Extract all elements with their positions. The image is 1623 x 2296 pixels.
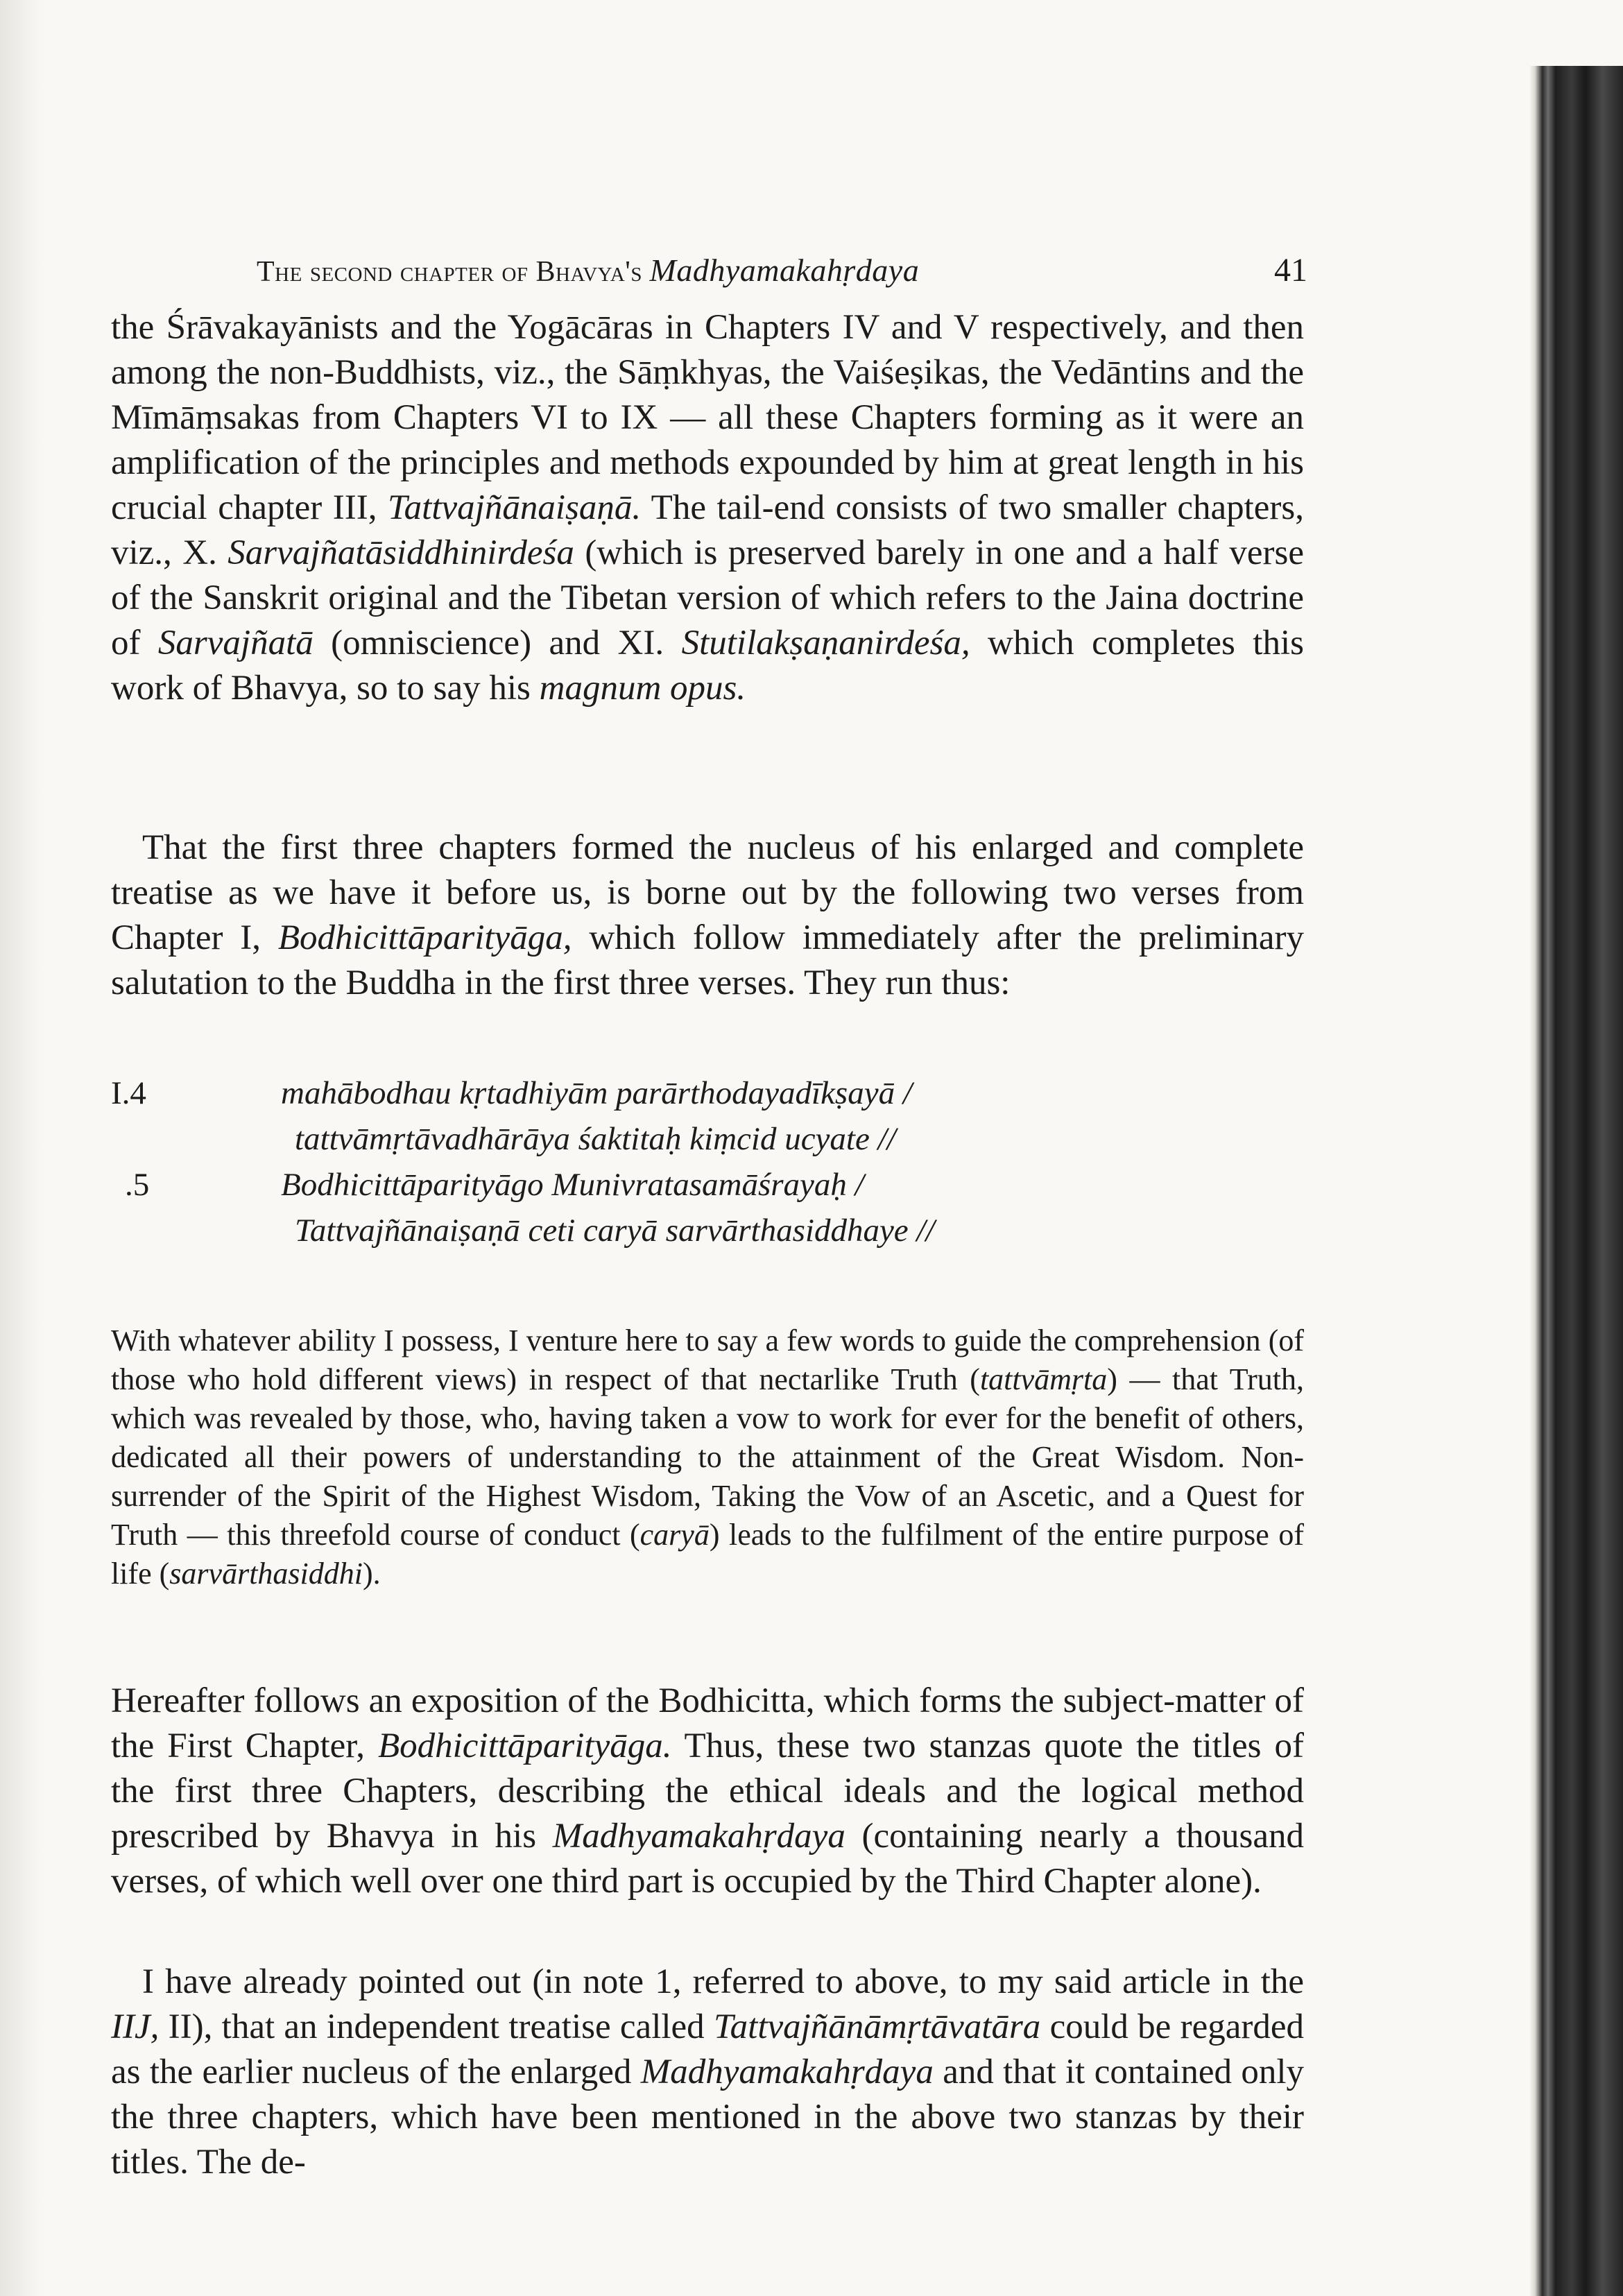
- paragraph-bodhicitta-exposition: [111, 1679, 1304, 1956]
- text-run: II), that an independent treatise called: [159, 2007, 714, 2046]
- verse-line: Tattvajñānaiṣaṇā ceti caryā sarvārthasiddhaye //: [295, 1213, 935, 1249]
- page-number: 41: [1274, 252, 1307, 289]
- italic-term: sarvārthasiddhi: [169, 1557, 363, 1591]
- running-header: [257, 243, 1311, 298]
- text-run: ).: [363, 1557, 381, 1591]
- sanskrit-verses: [111, 1072, 1304, 1301]
- verse-line: mahābodhau kṛtadhiyām parārthodayadīkṣayā /: [281, 1075, 912, 1111]
- verse-number: I.4: [111, 1075, 146, 1111]
- paragraph-earlier-nucleus: [111, 1960, 1304, 2279]
- text-run: which follow immediately after the preliminary salutation to the Buddha in the first three verses. They run thus:: [111, 918, 1304, 1002]
- verse-line: tattvāmṛtāvadhārāya śaktitaḥ kiṃcid ucyate //: [295, 1121, 896, 1157]
- verse-number: .5: [125, 1167, 150, 1203]
- italic-term: Madhyamakahṛdaya: [640, 2053, 934, 2091]
- italic-term: Madhyamakahṛdaya: [552, 1817, 845, 1856]
- italic-term: magnum opus.: [539, 669, 746, 708]
- verse-translation: [111, 1321, 1304, 1613]
- italic-term: Sarvajñatā: [157, 624, 314, 662]
- book-binding-edge: [1529, 66, 1623, 2296]
- text-run: (which is preserved barely in one and a half verse of the Sanskrit original and the Tibetan version of which refers to the Jaina doctrine of: [111, 533, 1304, 662]
- italic-term: Bodhicittāparityāga.: [377, 1727, 672, 1765]
- italic-term: Stutilakṣaṇanirdeśa,: [681, 624, 970, 662]
- scan-gutter-shadow: [0, 0, 42, 2296]
- italic-term: Tattvajñānaiṣaṇā.: [388, 488, 642, 527]
- paragraph-chapter-outline: [111, 305, 1304, 812]
- italic-term: Sarvajñatāsiddhinirdeśa: [227, 533, 574, 572]
- italic-term: Tattvajñānāmṛtāvatāra: [713, 2007, 1041, 2046]
- text-run: The tail-end consists of two smaller chapters, viz., X.: [111, 488, 1304, 572]
- text-run: Thus, these two stanzas quote the titles of the first three Chapters, describing the ethical ideals and the logical method prescribed by Bhavya in his: [111, 1727, 1304, 1856]
- header-title-italic: Madhyamakahṛdaya: [649, 252, 920, 288]
- italic-term: tattvāmṛta: [979, 1362, 1108, 1396]
- text-run: could be regarded as the earlier nucleus of the enlarged: [111, 2007, 1304, 2091]
- verse-line: Bodhicittāparityāgo Munivratasamāśrayaḥ /: [281, 1167, 864, 1203]
- text-run: the Śrāvakayānists and the Yogācāras in Chapters IV and V respectively, and then among the non-Buddhists, viz., the Sāṃkhyas, the Vaiśeṣikas, the Vedāntins and the Mīmāṃsakas from Chapters VI to IX — all these Chapters forming as it were an amplification of the principles and methods expounded by him at great length in his crucial chapter III,: [111, 308, 1304, 527]
- header-title: The second chapter of Bhavya's: [257, 256, 642, 288]
- italic-term: IIJ,: [111, 2007, 160, 2046]
- text-run: I have already pointed out (in note 1, referred to above, to my said article in the: [142, 1962, 1304, 2001]
- paragraph-first-three-chapters: [111, 825, 1304, 1054]
- text-run: (omniscience) and XI.: [313, 624, 682, 662]
- text-run: ) — that Truth, which was revealed by those, who, having taken a vow to work for ever for the benefit of others, dedicated all their powers of understanding to the attainment of the Great Wisdom. Non-surrender of the Spirit of the Highest Wisdom, Taking the Vow of an Ascetic, and a Quest for Truth — this threefold course of conduct (: [111, 1362, 1304, 1552]
- text-run: ) leads to the fulfilment of the entire purpose of life (: [111, 1518, 1304, 1591]
- italic-term: Bodhicittāparityāga,: [277, 918, 572, 957]
- text-run: (containing nearly a thousand verses, of which well over one third part is occupied by the Third Chapter alone).: [111, 1817, 1305, 1901]
- text-run: With whatever ability I possess, I venture here to say a few words to guide the comprehension (of those who hold different views) in respect of that nectarlike Truth (: [111, 1323, 1304, 1396]
- text-run: which completes this work of Bhavya, so to say his: [111, 624, 1304, 708]
- italic-term: caryā: [639, 1518, 710, 1552]
- text-run: Hereafter follows an exposition of the Bodhicitta, which forms the subject-matter of the First Chapter,: [111, 1681, 1304, 1765]
- text-run: and that it contained only the three chapters, which have been mentioned in the above two stanzas by their titles. The de-: [111, 2053, 1304, 2182]
- text-run: That the first three chapters formed the nucleus of his enlarged and complete treatise as we have it before us, is borne out by the following two verses from Chapter I,: [111, 828, 1304, 957]
